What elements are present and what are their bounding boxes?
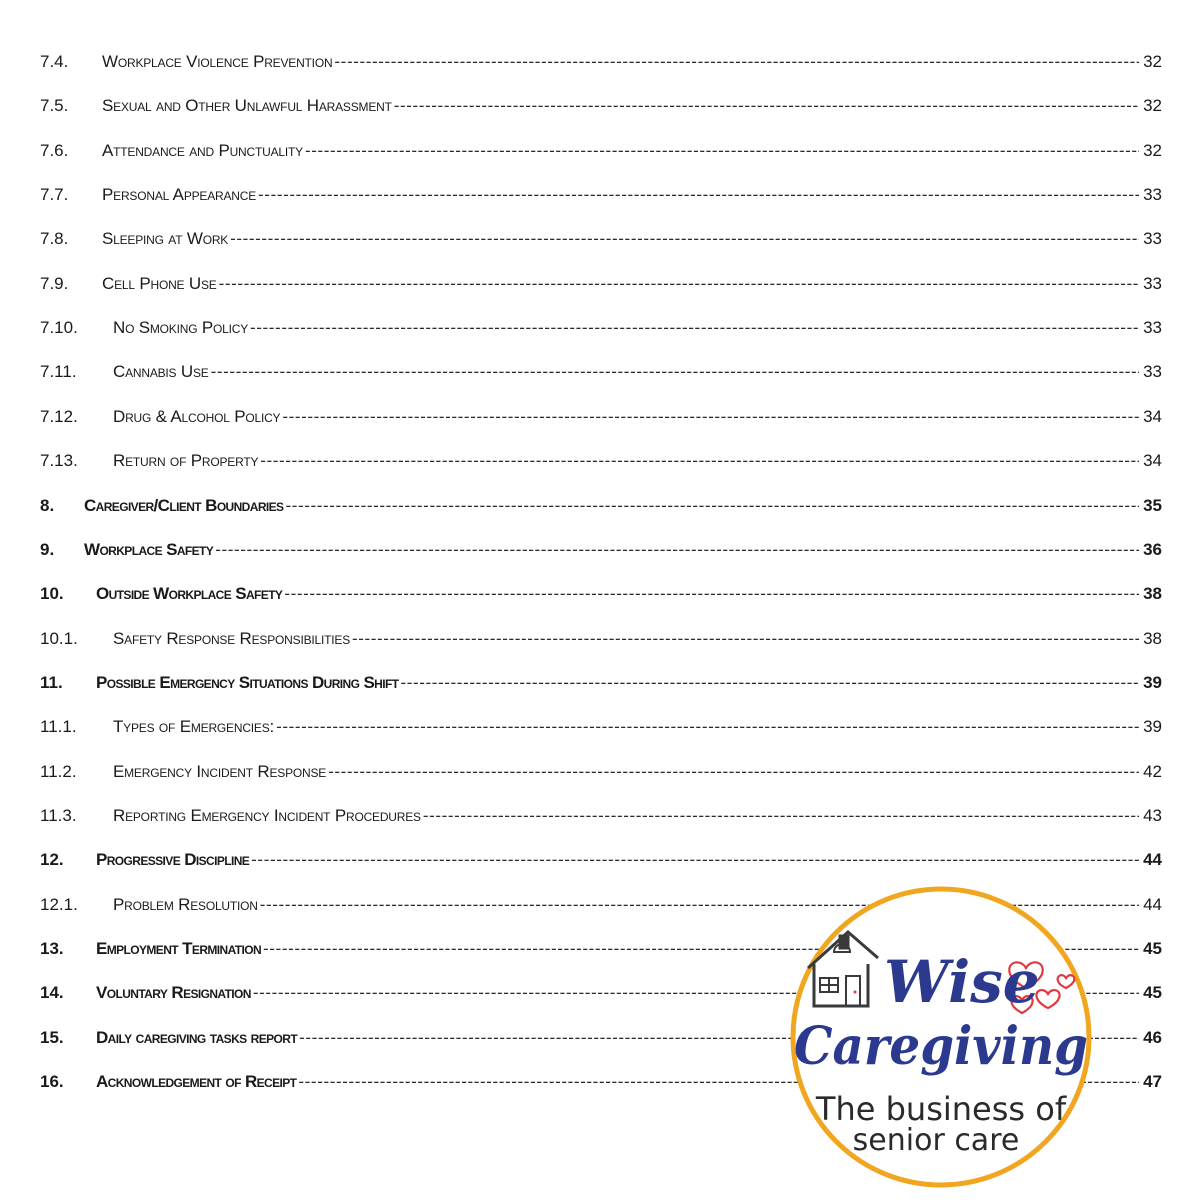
toc-dot-leader: [282, 402, 1139, 432]
toc-entry-page-number[interactable]: 47: [1143, 1072, 1162, 1092]
toc-entry[interactable]: [40, 624, 1162, 654]
toc-entry-page-number[interactable]: 36: [1143, 539, 1162, 559]
toc-dot-leader: [400, 668, 1139, 698]
toc-dot-leader: [285, 491, 1139, 521]
toc-entry-title[interactable]: Progressive Discipline: [96, 850, 250, 870]
toc-entry-page-number[interactable]: 33: [1143, 318, 1162, 338]
toc-entry[interactable]: [40, 491, 1162, 521]
toc-entry-page-number[interactable]: 42: [1143, 761, 1162, 781]
toc-entry-number: 11.2.: [40, 761, 77, 781]
toc-entry-number: 9.: [40, 539, 55, 559]
toc-entry-title[interactable]: Emergency Incident Response: [113, 761, 327, 781]
toc-entry-page-number[interactable]: 45: [1143, 939, 1162, 958]
toc-dot-leader: [219, 269, 1140, 299]
toc-dot-leader: [423, 801, 1139, 831]
toc-dot-leader: [305, 136, 1139, 166]
wise-caregiving-logo: [786, 882, 1096, 1192]
toc-dot-leader: [352, 624, 1139, 654]
toc-entry-title[interactable]: Employment Termination: [96, 939, 262, 958]
toc-entry[interactable]: [40, 757, 1162, 787]
toc-entry-number: 7.4.: [40, 52, 69, 71]
toc-entry[interactable]: [40, 712, 1162, 742]
toc-entry-number: 11.1.: [40, 717, 77, 737]
toc-entry[interactable]: [40, 91, 1162, 121]
toc-entry[interactable]: [40, 269, 1162, 299]
toc-entry-title[interactable]: Sleeping at Work: [102, 229, 229, 249]
toc-entry-page-number[interactable]: 32: [1143, 52, 1162, 71]
toc-entry-number: 11.3.: [40, 805, 77, 825]
toc-entry-title[interactable]: Cannabis Use: [113, 362, 209, 382]
toc-entry-number: 11.: [40, 672, 63, 692]
toc-entry-number: 7.10.: [40, 318, 78, 338]
toc-entry[interactable]: [40, 579, 1162, 609]
toc-entry[interactable]: [40, 668, 1162, 698]
toc-entry-title[interactable]: Attendance and Punctuality: [102, 140, 303, 160]
toc-entry-title[interactable]: No Smoking Policy: [113, 318, 249, 338]
toc-dot-leader: [258, 180, 1139, 210]
toc-entry-number: 12.: [40, 850, 64, 870]
toc-entry-number: 15.: [40, 1027, 64, 1047]
toc-entry-page-number[interactable]: 39: [1143, 672, 1162, 692]
toc-entry-title[interactable]: Outside Workplace Safety: [96, 584, 283, 604]
toc-entry-title[interactable]: Daily caregiving tasks report: [96, 1027, 298, 1047]
toc-entry-title[interactable]: Personal Appearance: [102, 185, 257, 205]
toc-entry-title[interactable]: Cell Phone Use: [102, 273, 217, 293]
toc-entry-title[interactable]: Return of Property: [113, 451, 259, 471]
toc-entry-number: 7.12.: [40, 406, 78, 426]
toc-entry-number: 7.11.: [40, 362, 77, 382]
toc-entry-page-number[interactable]: 33: [1143, 229, 1162, 249]
toc-entry-title[interactable]: Voluntary Resignation: [96, 983, 251, 1003]
toc-entry[interactable]: [40, 402, 1162, 432]
toc-entry-page-number[interactable]: 44: [1143, 850, 1162, 870]
toc-entry[interactable]: [40, 224, 1162, 254]
toc-entry-number: 7.13.: [40, 451, 78, 471]
toc-entry-page-number[interactable]: 38: [1143, 628, 1162, 648]
toc-dot-leader: [334, 47, 1139, 77]
toc-entry-number: 7.9.: [40, 273, 69, 293]
toc-entry-title[interactable]: Sexual and Other Unlawful Harassment: [102, 96, 392, 116]
logo-tagline-1: The business of: [815, 1090, 1067, 1128]
toc-entry[interactable]: [40, 357, 1162, 387]
toc-entry-number: 7.7.: [40, 185, 69, 205]
toc-dot-leader: [215, 535, 1139, 565]
toc-dot-leader: [250, 313, 1139, 343]
toc-entry-title[interactable]: Acknowledgement of Receipt: [96, 1072, 297, 1092]
toc-dot-leader: [328, 757, 1139, 787]
toc-entry-number: 16.: [40, 1072, 64, 1092]
toc-entry[interactable]: [40, 180, 1162, 210]
toc-entry[interactable]: [40, 446, 1162, 476]
toc-entry-title[interactable]: Workplace Violence Prevention: [102, 52, 333, 71]
toc-entry-page-number[interactable]: 33: [1143, 362, 1162, 382]
toc-entry-title[interactable]: Possible Emergency Situations During Shift: [96, 672, 399, 692]
toc-entry-title[interactable]: Types of Emergencies:: [113, 717, 275, 737]
toc-entry[interactable]: [40, 47, 1162, 77]
toc-dot-leader: [284, 579, 1139, 609]
toc-entry-page-number[interactable]: 34: [1143, 451, 1162, 471]
toc-entry-page-number[interactable]: 46: [1143, 1027, 1162, 1047]
logo-line-1: Wise: [884, 948, 1040, 1016]
toc-dot-leader: [211, 357, 1140, 387]
toc-entry[interactable]: [40, 845, 1162, 875]
toc-entry-page-number[interactable]: 33: [1143, 273, 1162, 293]
toc-entry-page-number[interactable]: 43: [1143, 805, 1162, 825]
toc-entry[interactable]: [40, 313, 1162, 343]
toc-entry-page-number[interactable]: 38: [1143, 584, 1162, 604]
toc-entry-number: 12.1.: [40, 894, 78, 914]
toc-dot-leader: [260, 446, 1139, 476]
toc-entry[interactable]: [40, 535, 1162, 565]
toc-entry-number: 7.5.: [40, 96, 69, 116]
logo-line-2: Caregiving: [794, 1016, 1088, 1077]
logo-tagline-2: senior care: [852, 1123, 1020, 1158]
toc-entry-number: 10.1.: [40, 628, 78, 648]
toc-entry-page-number[interactable]: 45: [1143, 983, 1162, 1003]
toc-entry-page-number[interactable]: 34: [1143, 406, 1162, 426]
toc-dot-leader: [394, 91, 1139, 121]
toc-entry-page-number[interactable]: 33: [1143, 185, 1162, 205]
toc-entry[interactable]: [40, 801, 1162, 831]
toc-entry-number: 13.: [40, 939, 64, 958]
toc-entry-page-number[interactable]: 32: [1143, 140, 1162, 160]
toc-entry-page-number[interactable]: 32: [1143, 96, 1162, 116]
toc-entry-title[interactable]: Safety Response Responsibilities: [113, 628, 350, 648]
toc-dot-leader: [230, 224, 1139, 254]
toc-entry-page-number[interactable]: 35: [1143, 495, 1162, 515]
toc-entry-number: 8.: [40, 495, 55, 515]
toc-entry-page-number[interactable]: 44: [1143, 894, 1162, 914]
toc-entry-number: 7.8.: [40, 229, 69, 249]
toc-dot-leader: [276, 712, 1139, 742]
toc-entry-title[interactable]: Caregiver/Client Boundaries: [84, 495, 284, 515]
toc-entry-title[interactable]: Drug & Alcohol Policy: [113, 406, 281, 426]
toc-entry-number: 10.: [40, 584, 64, 604]
toc-entry-title[interactable]: Workplace Safety: [84, 539, 214, 559]
toc-entry-title[interactable]: Problem Resolution: [113, 894, 258, 914]
toc-entry-number: 14.: [40, 983, 64, 1003]
toc-entry[interactable]: [40, 136, 1162, 166]
toc-entry-number: 7.6.: [40, 140, 69, 160]
toc-dot-leader: [251, 845, 1139, 875]
toc-entry-page-number[interactable]: 39: [1143, 717, 1162, 737]
toc-entry-title[interactable]: Reporting Emergency Incident Procedures: [113, 805, 421, 825]
